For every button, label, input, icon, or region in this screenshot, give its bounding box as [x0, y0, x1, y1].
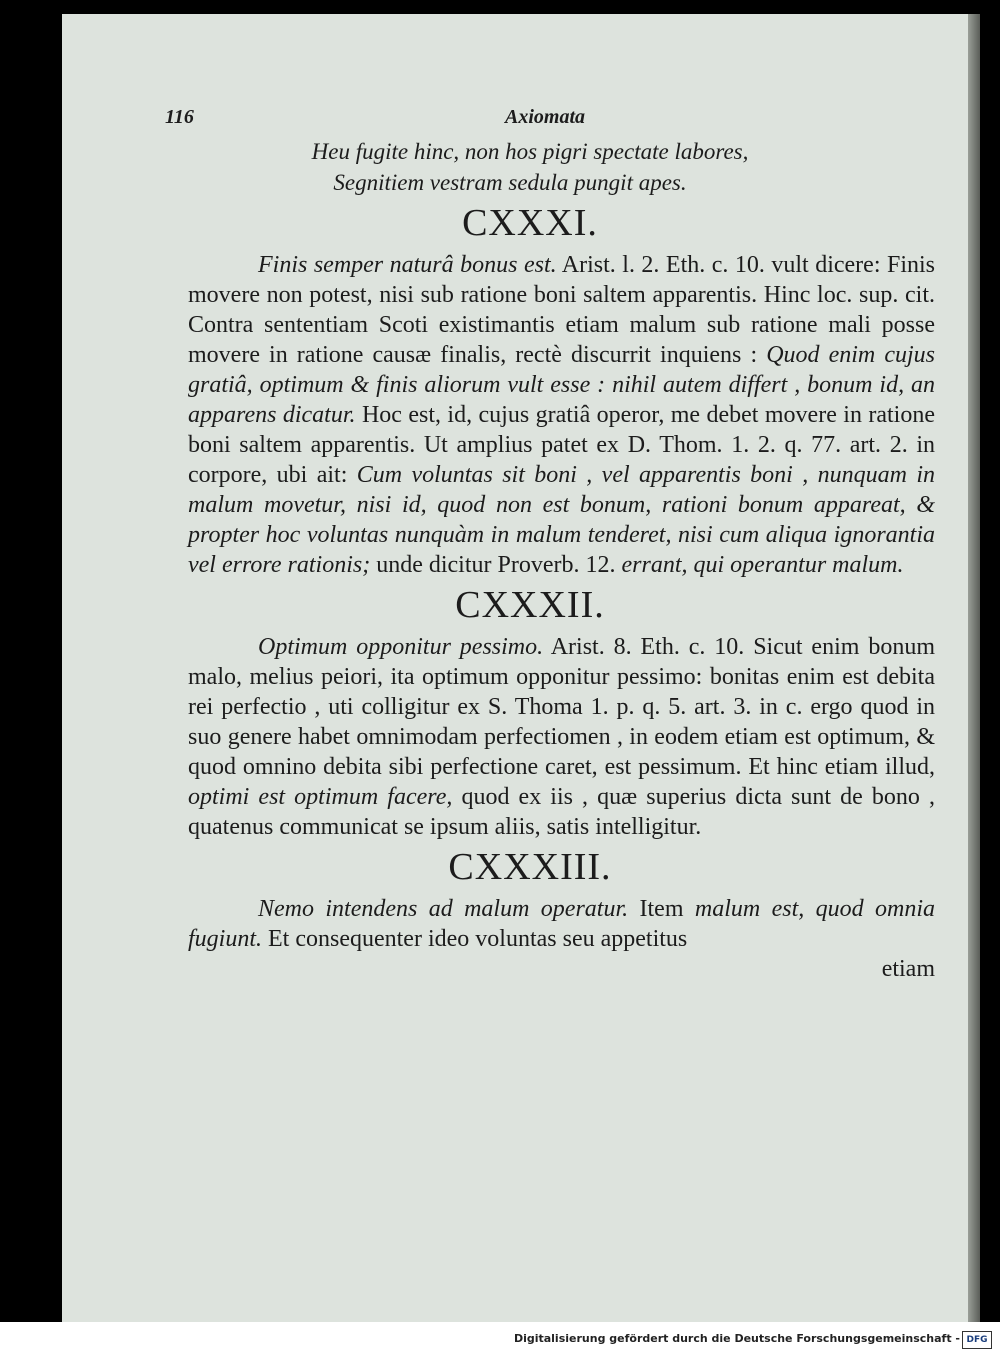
roman-text: Arist. 8. Eth. c. 10. Sicut enim bonum malo, melius peiori, ita optimum opponitur pessimo: bonitas enim est debita rei perfectio , uti colligitur ex S. Thoma 1. p. q. 5. art. 3. in c. ergo quod in suo genere habet omnimodam perfectiomen , in eodem etiam est optimum, & quod omnino debita sibi perfectione caret, est pessimum. Et hinc etiam illud, [188, 634, 935, 780]
italic-text: Finis semper naturâ bonus est. [258, 252, 557, 278]
footer-credit: Digitalisierung gefördert durch die Deutsche Forschungsgemeinschaft - [513, 1332, 960, 1345]
section-paragraph [125, 250, 935, 580]
section-133 [125, 844, 935, 954]
section-heading: CXXXI. [462, 202, 598, 244]
footer [0, 1322, 1000, 1359]
roman-text: Et consequenter ideo voluntas seu appetitus [262, 926, 688, 952]
section-131 [125, 200, 935, 580]
roman-text: quod ex iis , quæ superius dicta sunt de bono , quatenus communicat se ipsum aliis, satis intelligitur. [188, 784, 935, 840]
running-title: Axiomata [505, 106, 586, 128]
page-header [125, 100, 935, 136]
roman-text: Hoc est, id, cujus gratiâ operor, me debet movere in ratione boni saltem apparentis. Ut amplius patet ex D. Thom. 1. 2. q. 77. art. 2. in corpore, ubi ait: [188, 402, 935, 488]
italic-text: Nemo intendens ad malum operatur. [258, 896, 629, 922]
section-heading: CXXXII. [455, 584, 605, 626]
italic-text: Quod enim cujus gratiâ, optimum & finis aliorum vult esse : nihil autem differt , bonum id, an apparens dicatur. [188, 342, 936, 428]
section-132 [125, 582, 935, 842]
italic-text: Optimum opponitur pessimo. [258, 634, 544, 660]
roman-text: Arist. l. 2. Eth. c. 10. vult dicere: Finis movere non potest, nisi sub ratione boni saltem apparentis. Hinc loc. sup. cit. Contra sententiam Scoti existimantis etiam malum sub ratione mali posse movere in ratione causæ finalis, rectè discurrit inquiens : [188, 252, 935, 368]
verse-line: Segnitiem vestram sedula pungit apes. [333, 170, 687, 195]
dfg-logo: DFG [962, 1331, 992, 1349]
verse [125, 136, 935, 198]
italic-text: malum est, quod omnia fugiunt. [188, 896, 935, 952]
italic-text: errant, qui operantur malum. [621, 552, 904, 578]
section-heading: CXXXIII. [448, 846, 612, 888]
section-paragraph [125, 894, 935, 954]
page-edge [968, 14, 980, 1322]
catchword: etiam [881, 956, 935, 982]
page-number: 116 [165, 106, 194, 128]
italic-text: optimi est optimum facere, [188, 784, 453, 810]
italic-text: Cum voluntas sit boni , vel apparentis boni , nunquam in malum movetur, nisi id, quod non est bonum, rationi bonum appareat, & propter hoc voluntas nunquàm in malum tenderet, nisi cum aliqua ignorantia vel errore rationis; [188, 462, 935, 578]
roman-text: Item [628, 896, 695, 922]
roman-text: unde dicitur Proverb. 12. [370, 552, 622, 578]
page-text [125, 100, 935, 984]
verse-line: Heu fugite hinc, non hos pigri spectate labores, [311, 139, 749, 164]
section-paragraph [125, 632, 935, 842]
